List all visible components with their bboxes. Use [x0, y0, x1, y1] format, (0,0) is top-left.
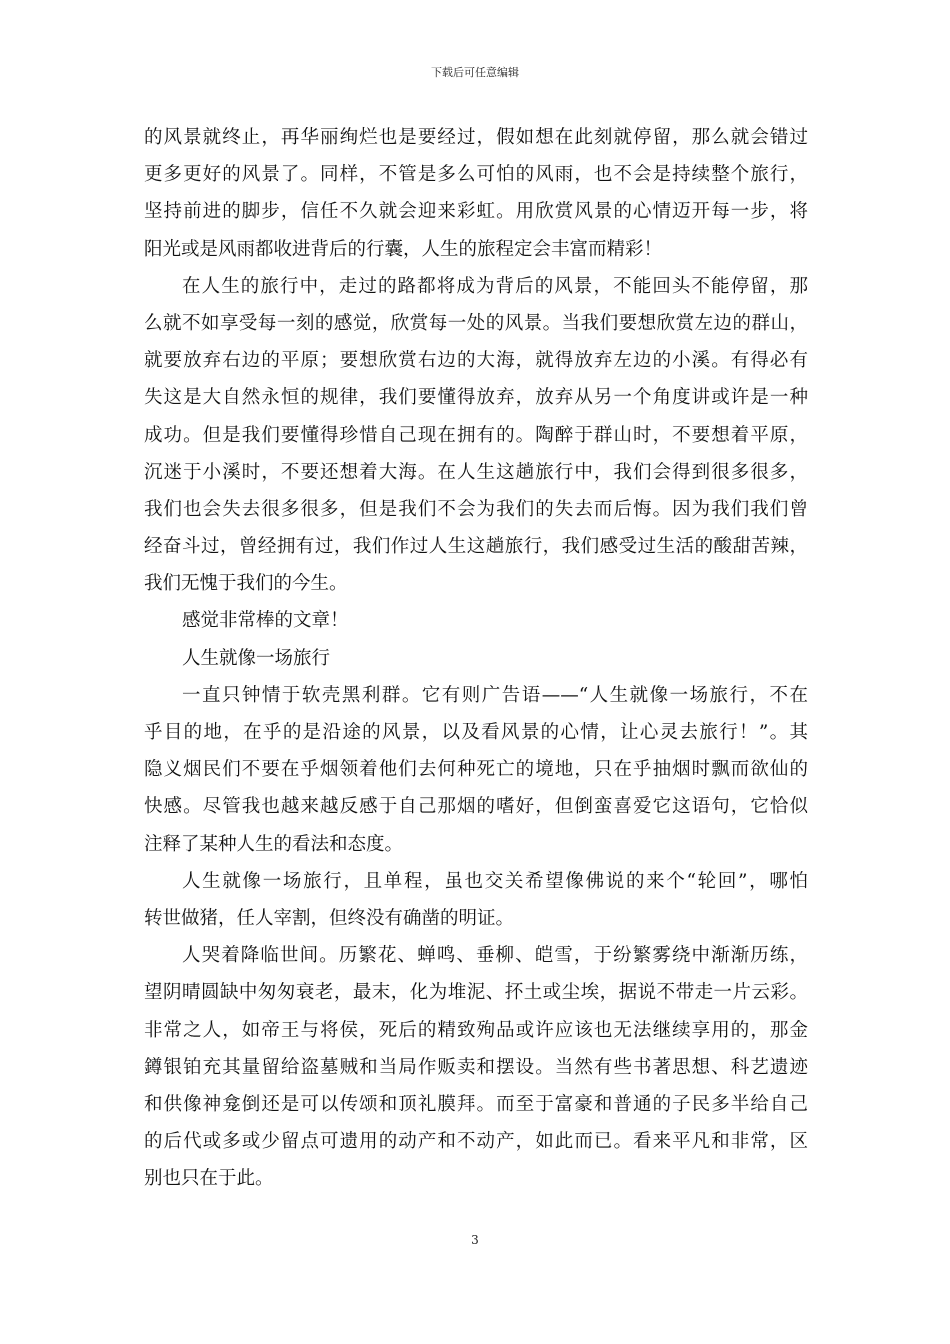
- text-line: 更多更好的风景了。同样，不管是多么可怕的风雨，也不会是持续整个旅行，: [144, 164, 808, 186]
- text-line: 么就不如享受每一刻的感觉，欣赏每一处的风景。当我们要想欣赏左边的群山，: [144, 312, 808, 334]
- text-line: 一直只钟情于软壳黑利群。它有则广告语——“人生就像一场旅行，不在: [182, 684, 808, 706]
- text-line: 人生就像一场旅行，且单程，虽也交关希望像佛说的来个“轮回”，哪怕: [182, 870, 808, 892]
- text-line: 成功。但是我们要懂得珍惜自己现在拥有的。陶醉于群山时，不要想着平原，: [144, 424, 808, 446]
- text-line: 在人生的旅行中，走过的路都将成为背后的风景，不能回头不能停留，那: [182, 275, 808, 297]
- text-line: 就要放弃右边的平原；要想欣赏右边的大海，就得放弃左边的小溪。有得必有: [144, 350, 808, 372]
- text-line: 的后代或多或少留点可遗用的动产和不动产，如此而已。看来平凡和非常，区: [144, 1131, 808, 1153]
- text-line: 和供像神龛倒还是可以传颂和顶礼膜拜。而至于富豪和普通的子民多半给自己: [144, 1093, 808, 1115]
- text-line: 望阴晴圆缺中匆匆衰老，最末，化为堆泥、抔土或尘埃，据说不带走一片云彩。: [144, 982, 808, 1004]
- text-line: 我们无愧于我们的今生。: [144, 573, 348, 595]
- text-line: 人生就像一场旅行: [182, 647, 331, 669]
- text-line: 隐义烟民们不要在乎烟领着他们去何种死亡的境地，只在乎抽烟时飘而欲仙的: [144, 759, 808, 781]
- text-line: 阳光或是风雨都收进背后的行囊，人生的旅程定会丰富而精彩！: [144, 238, 663, 260]
- text-line: 鐏银铂充其量留给盗墓贼和当局作贩卖和摆设。当然有些书著思想、科艺遗迹: [144, 1056, 808, 1078]
- text-line: 的风景就终止，再华丽绚烂也是要经过，假如想在此刻就停留，那么就会错过: [144, 127, 808, 148]
- page-header: 下载后可任意编辑: [431, 66, 519, 79]
- text-line: 坚持前进的脚步，信任不久就会迎来彩虹。用欣赏风景的心情迈开每一步，将: [144, 201, 808, 223]
- text-line: 沉迷于小溪时，不要还想着大海。在人生这趟旅行中，我们会得到很多很多，: [144, 461, 808, 483]
- page-number: 3: [471, 1233, 479, 1247]
- text-line: 失这是大自然永恒的规律，我们要懂得放弃，放弃从另一个角度讲或许是一种: [144, 387, 808, 409]
- text-line: 非常之人，如帝王与将侯，死后的精致殉品或许应该也无法继续享用的，那金: [144, 1019, 808, 1041]
- text-line: 别也只在于此。: [144, 1168, 274, 1190]
- document-body: [144, 119, 808, 1197]
- text-line: 快感。尽管我也越来越反感于自己那烟的嗜好，但倒蛮喜爱它这语句，它恰似: [144, 796, 808, 818]
- text-line: 乎目的地，在乎的是沿途的风景，以及看风景的心情，让心灵去旅行！”。其: [144, 722, 808, 743]
- text-line: 人哭着降临世间。历繁花、蝉鸣、垂柳、皑雪，于纷繁雾绕中渐渐历练，: [182, 945, 808, 967]
- text-line: 经奋斗过，曾经拥有过，我们作过人生这趟旅行，我们感受过生活的酸甜苦辣，: [144, 536, 808, 558]
- text-line: 注释了某种人生的看法和态度。: [144, 833, 404, 855]
- text-line: 转世做猪，任人宰割，但终没有确凿的明证。: [144, 907, 515, 929]
- text-line: 我们也会失去很多很多，但是我们不会为我们的失去而后悔。因为我们我们曾: [144, 498, 808, 520]
- text-line: 感觉非常棒的文章！: [182, 610, 349, 632]
